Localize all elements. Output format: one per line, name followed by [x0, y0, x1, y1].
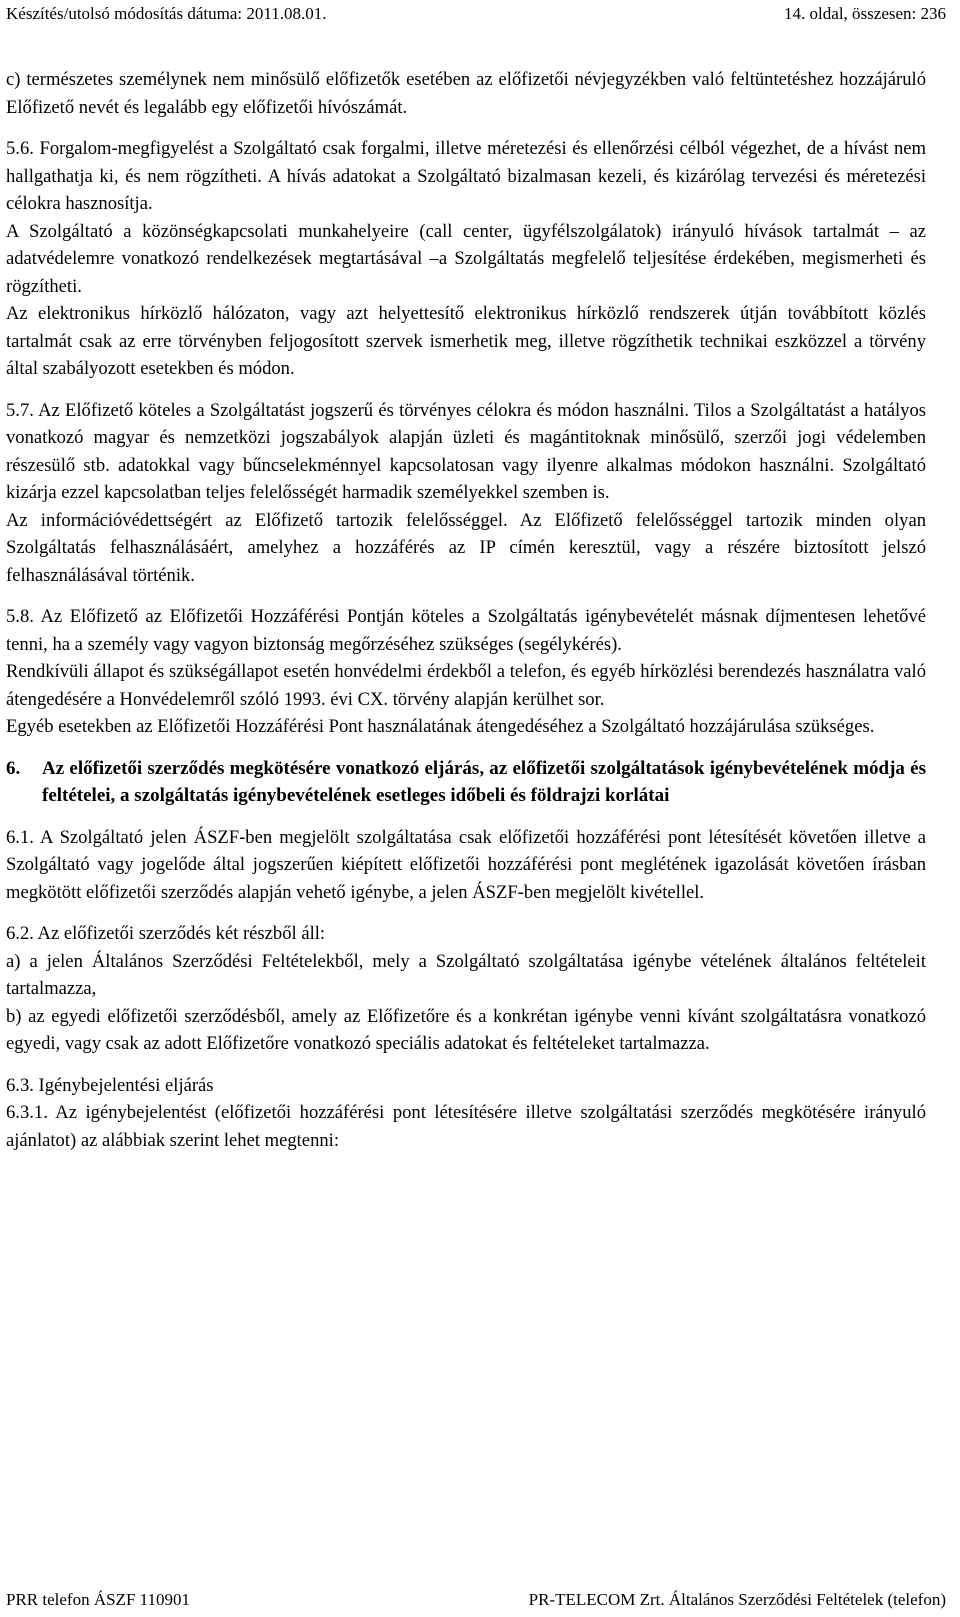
paragraph-5-6-call-center: A Szolgáltató a közönségkapcsolati munkahelyeire (call center, ügyfélszolgálatok) irányuló hívások tartalmát – az adatvédelemre vonatkozó rendelkezések megtartásával –a Szolgáltatás megfelelő teljesítése érdekében, megismerheti és rögzítheti.: [6, 220, 926, 297]
paragraph-5-8: 5.8. Az Előfizető az Előfizetői Hozzáférési Pontján köteles a Szolgáltatás igénybevételét másnak díjmentesen lehetővé tenni, ha a személy vagy vagyon biztonság megőrzéséhez szükséges (segélykérés).: [6, 606, 926, 655]
paragraph-c: c) természetes személynek nem minősülő előfizetők esetében az előfizetői névjegyzékben való feltüntetéshez hozzájáruló Előfizető nevét és legalább egy előfizetői hívószámát.: [6, 69, 926, 118]
footer-company: PR-TELECOM Zrt. Általános Szerződési Feltételek (telefon): [528, 1590, 946, 1609]
paragraph-6-2-b: b) az egyedi előfizetői szerződésből, amely az Előfizetőre és a konkrétan igénybe venni kívánt szolgáltatásra vonatkozó egyedi, vagy csak az adott Előfizetőre vonatkozó speciális adatokat és feltételeket tartalmazza.: [6, 1005, 926, 1054]
header-page-count: 14. oldal, összesen: 236: [784, 4, 946, 23]
paragraph-6-1: 6.1. A Szolgáltató jelen ÁSZF-ben megjelölt szolgáltatása csak előfizetői hozzáférési pont létesítését követően illetve a Szolgáltató vagy jogelőde által jogszerűen kiépített előfizetői hozzáférési pont meglétének igazolását követően írásban megkötött előfizetői szerződés alapján vehető igénybe, a jelen ÁSZF-ben megjelölt kivétellel.: [6, 826, 926, 903]
section-6-title: Az előfizetői szerződés megkötésére vonatkozó eljárás, az előfizetői szolgáltatások igénybevételének módja és feltételei, a szolgáltatás igénybevételének esetleges időbeli és földrajzi korlátai: [42, 757, 926, 806]
section-6-heading: [6, 755, 926, 810]
paragraph-6-3: 6.3. Igénybejelentési eljárás: [6, 1074, 214, 1096]
paragraph-6-3-1: 6.3.1. Az igénybejelentést (előfizetői hozzáférési pont létesítésére illetve szolgáltatási szerződés megkötésére irányuló ajánlatot) az alábbiak szerint lehet megtenni:: [6, 1102, 926, 1151]
paragraph-5-8-other: Egyéb esetekben az Előfizetői Hozzáférési Pont használatának átengedéséhez a Szolgáltató hozzájárulása szükséges.: [6, 716, 875, 737]
paragraph-5-8-emergency: Rendkívüli állapot és szükségállapot esetén honvédelmi érdekből a telefon, és egyéb hírközlési berendezés használatra való átengedésére a Honvédelemről szóló 1993. évi CX. törvény alapján kerülhet sor.: [6, 661, 926, 710]
footer-document-id: PRR telefon ÁSZF 110901: [6, 1590, 191, 1609]
paragraph-5-6: 5.6. Forgalom-megfigyelést a Szolgáltató csak forgalmi, illetve méretezési és ellenőrzési célból végezhet, de a hívást nem hallgathatja ki, és nem rögzítheti. A hívás adatokat a Szolgáltató bizalmasan kezeli, és kizárólag tervezési és méretezési célokra hasznosítja.: [6, 138, 926, 214]
page-footer: [6, 1588, 946, 1612]
paragraph-5-7: 5.7. Az Előfizető köteles a Szolgáltatást jogszerű és törvényes célokra és módon használni. Tilos a Szolgáltatást a hatályos vonatkozó magyar és nemzetközi jogszabályok alapján üzleti és magántitoknak minősülő, szerzői jogi védelemben részesülő stb. adatokkal vagy bűncselekménnyel kapcsolatosan vagy ilyenre alkalmas módokon használni. Szolgáltató kizárja ezzel kapcsolatban teljes felelősségét harmadik személyekkel szemben is.: [6, 399, 926, 503]
section-6-number: 6.: [6, 757, 21, 779]
paragraph-6-2: 6.2. Az előfizetői szerződés két részből áll:: [6, 923, 326, 944]
paragraph-5-7-information: Az információvédettségért az Előfizető tartozik felelősséggel. Az Előfizető felelősséggel tartozik minden olyan Szolgáltatás felhasználásáért, amelyhez a hozzáférés az IP címén keresztül, vagy a részére biztosított jelszó felhasználásával történik.: [6, 509, 926, 586]
document-body: [6, 66, 926, 1154]
paragraph-6-2-a: a) a jelen Általános Szerződési Feltételekből, mely a Szolgáltató szolgáltatása igénybe vételének általános feltételeit tartalmazza,: [6, 950, 926, 999]
paragraph-5-6-electronic: Az elektronikus hírközlő hálózaton, vagy azt helyettesítő elektronikus hírközlő rendszerek útján továbbított közlés tartalmát csak az erre törvényben feljogosított szervek ismerhetik meg, illetve rögzíthetik technikai eszközzel a törvény által szabályozott esetekben és módon.: [6, 303, 926, 379]
header-date: Készítés/utolsó módosítás dátuma: 2011.08.01.: [6, 4, 327, 23]
page-header: [6, 2, 946, 26]
